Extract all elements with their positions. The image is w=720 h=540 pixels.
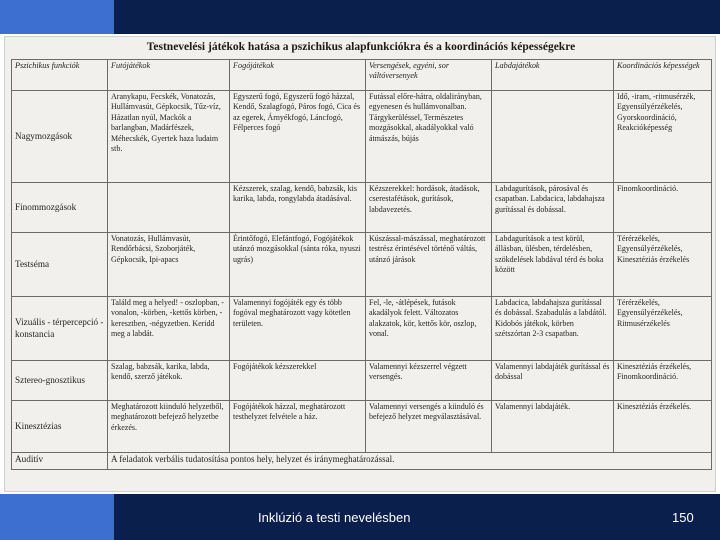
row-head-kinesztezias: Kinesztézias: [12, 401, 108, 453]
cell: Szalag, babzsák, karika, labda, kendő, szerző játékok.: [108, 361, 230, 401]
table-row: [12, 401, 712, 453]
footer-text: Inklúzió a testi nevelésben: [258, 510, 411, 525]
cell: Valamennyi labdajáték.: [492, 401, 614, 453]
cell: Fogójátékok kézszerekkel: [230, 361, 366, 401]
table-row-auditiv: [12, 453, 712, 470]
cell: Idő, -iram, -ritmusérzék, Egyensúlyérzékelés, Gyorskoordináció, Reakcióképesség: [614, 91, 712, 183]
cell: Térérzékelés, Egyensúlyérzékelés, Ritmusérzékelés: [614, 297, 712, 361]
cell: Találd meg a helyed! - oszlopban, -vonalon, -körben, -kettős körben, -keresztben, -négyzetben. Keridd meg a labdát.: [108, 297, 230, 361]
cell: Térérzékelés, Egyensúlyérzékelés, Kinesztéziás érzékelés: [614, 233, 712, 297]
cell: Valamennyi labdajáték gurítással és dobással: [492, 361, 614, 401]
row-head-finommozgasok: Finommozgások: [12, 183, 108, 233]
scanned-table-image: [4, 36, 716, 492]
cell: Egyszerű fogó, Egyszerű fogó házzal, Kendő, Szalagfogó, Páros fogó, Cica és az egerek, Árnyékfogó, Láncfogó, Félperces fogó: [230, 91, 366, 183]
table-row: [12, 91, 712, 183]
header-labdajatekok: Labdajátékok: [492, 60, 614, 91]
table-row: [12, 183, 712, 233]
table-row: [12, 361, 712, 401]
top-bar: [0, 0, 720, 34]
cell: Kinesztéziás érzékelés, Finomkoordináció.: [614, 361, 712, 401]
header-funkciok: Pszichikus funkciók: [12, 60, 108, 91]
cell: Futással előre-hátra, oldalirányban, egyenesen és hullámvonalban. Tárgykerüléssel, Természetes mozgásokkal, akadályokkal való átmászás, bújás: [366, 91, 492, 183]
cell: Valamennyi fogójáték egy és több fogóval meghatározott vagy kötetlen területen.: [230, 297, 366, 361]
function-table: [11, 59, 712, 470]
cell: Fel, -le, -átlépések, futások akadályok felett. Változatos alakzatok, kör, kettős kör, oszlop, vonal.: [366, 297, 492, 361]
cell: Vonatozás, Hullámvasút, Rendőrbácsi, Szoborjáték, Gépkocsik, Ipi-apacs: [108, 233, 230, 297]
table-row: [12, 297, 712, 361]
row-head-testsema: Testséma: [12, 233, 108, 297]
row-head-vizualis: Vizuális - térpercepció - konstancia: [12, 297, 108, 361]
cell: [108, 183, 230, 233]
top-bar-accent: [0, 0, 114, 34]
header-koordinacios: Koordinációs képességek: [614, 60, 712, 91]
bottom-bar-accent: [0, 494, 114, 540]
cell: Valamennyi kézszerrel végzett versengés.: [366, 361, 492, 401]
auditiv-text: A feladatok verbális tudatosítása pontos hely, helyzet és iránymeghatározással.: [108, 453, 712, 470]
cell: Kúszással-mászással, meghatározott testrész érintésével történő váltás, utánzó járások: [366, 233, 492, 297]
cell: Fogójátékok házzal, meghatározott testhelyzet felvétele a ház.: [230, 401, 366, 453]
cell: Érintőfogó, Elefántfogó, Fogójátékok utánzó mozgásokkal (sánta róka, nyuszi ugrás): [230, 233, 366, 297]
cell: Kézszerekkel: hordások, átadások, cserestafétások, gurítások, labdavezetés.: [366, 183, 492, 233]
cell: Aranykapu, Fecskék, Vonatozás, Hullámvasút, Gépkocsik, Tűz-víz, Házatlan nyúl, Mackók a barlangban, Madárfészek, Méhecskék, Gyertek haza ludaim stb.: [108, 91, 230, 183]
row-head-nagymozgasok: Nagymozgások: [12, 91, 108, 183]
row-head-sztereognosztikus: Sztereo-gnosztikus: [12, 361, 108, 401]
cell: [492, 91, 614, 183]
cell: Labdagurítások a test körül, állásban, ülésben, térdelésben, szökdelések labdával térd és boka között: [492, 233, 614, 297]
cell: Meghatározott kiinduló helyzetből, meghatározott befejező helyzetbe érkezés.: [108, 401, 230, 453]
cell: Valamennyi versengés a kiinduló és befejező helyzet megválasztásával.: [366, 401, 492, 453]
header-fogojatekok: Fogójátékok: [230, 60, 366, 91]
cell: Labdagurítások, párosával és csapatban. Labdacica, labdahajsza gurítással és dobással.: [492, 183, 614, 233]
row-head-auditiv: Auditív: [12, 453, 108, 470]
page-number: 150: [672, 510, 694, 525]
header-versengesek: Versengések, egyéni, sor váltóversenyek: [366, 60, 492, 91]
cell: Finomkoordináció.: [614, 183, 712, 233]
cell: Labdacica, labdahajsza gurítással és dobással. Szabadulás a labdától. Kidobós játékok, körben szétszórtan 2-3 csapatban.: [492, 297, 614, 361]
cell: Kézszerek, szalag, kendő, babzsák, kis karika, labda, rongylabda átadásával.: [230, 183, 366, 233]
header-futojatekok: Futójátékok: [108, 60, 230, 91]
table-title: Testnevelési játékok hatása a pszichikus alapfunkciókra és a koordinációs képességekre: [146, 41, 576, 53]
table-row: [12, 233, 712, 297]
table-header-row: [12, 60, 712, 91]
cell: Kinesztéziás érzékelés.: [614, 401, 712, 453]
bottom-bar: [0, 494, 720, 540]
